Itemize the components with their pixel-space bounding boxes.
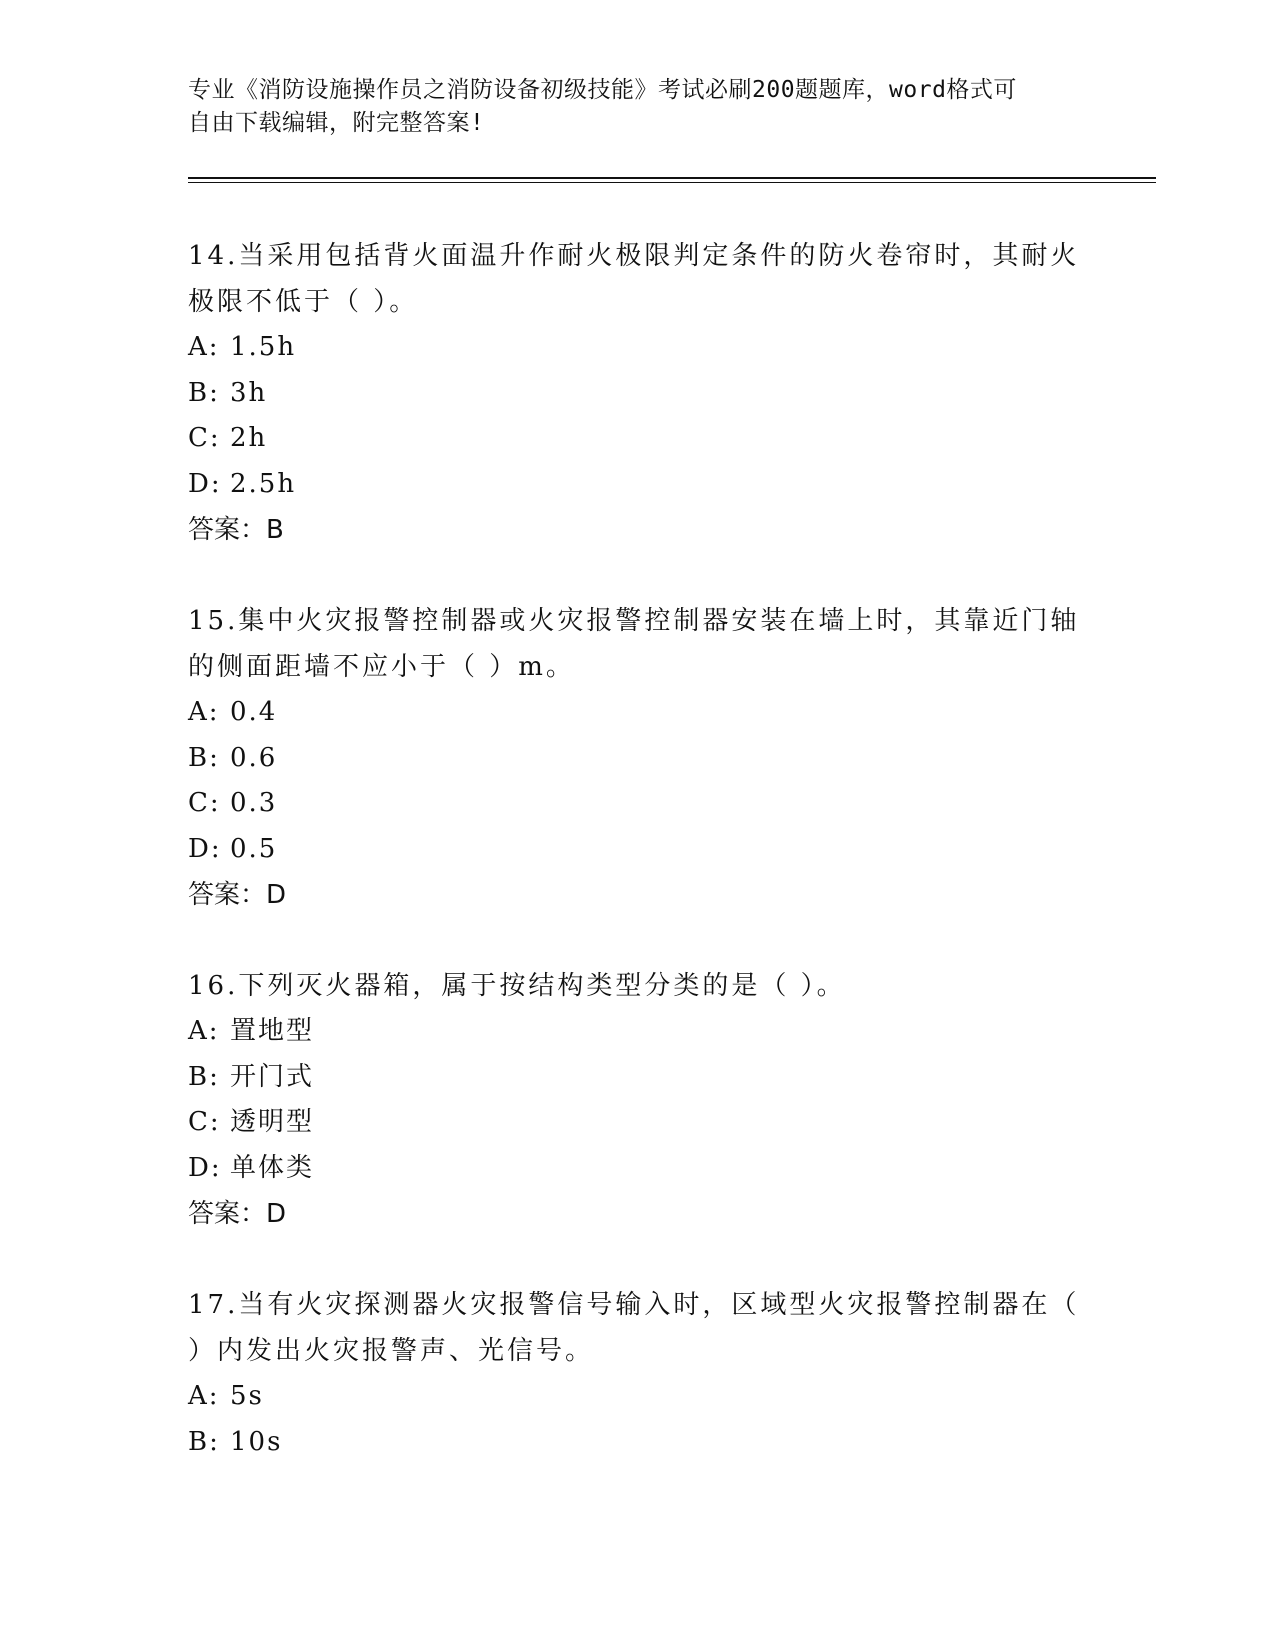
option-label: A: bbox=[188, 1381, 220, 1411]
header-divider-thin bbox=[188, 182, 1156, 183]
header-line-1: 专业《消防设施操作员之消防设备初级技能》考试必刷200题题库，word格式可 bbox=[188, 77, 1017, 103]
option-text: 0.3 bbox=[230, 788, 278, 818]
question-16 bbox=[188, 963, 1088, 1237]
option-text: 0.5 bbox=[230, 833, 278, 864]
option-text: 2h bbox=[230, 423, 268, 453]
option-c bbox=[188, 1100, 1088, 1146]
option-b bbox=[188, 736, 1088, 782]
option-a bbox=[188, 1374, 1088, 1420]
option-d bbox=[188, 827, 1088, 873]
option-text: 0.4 bbox=[230, 697, 278, 727]
question-15 bbox=[188, 598, 1088, 918]
question-17 bbox=[188, 1282, 1088, 1465]
question-text-line: ）内发出火灾报警声、光信号。 bbox=[188, 1336, 595, 1366]
option-a bbox=[188, 1009, 1088, 1055]
answer-line: 答案：D bbox=[188, 880, 287, 910]
option-text: 10s bbox=[230, 1426, 283, 1457]
option-d bbox=[188, 462, 1088, 508]
option-text: 透明型 bbox=[230, 1107, 315, 1137]
option-label: A: bbox=[188, 1016, 220, 1046]
option-a bbox=[188, 325, 1088, 371]
option-label: D: bbox=[188, 1152, 222, 1183]
document-header bbox=[188, 74, 1088, 140]
option-text: 单体类 bbox=[230, 1152, 315, 1183]
question-text-line: 17.当有火灾探测器火灾报警信号输入时，区域型火灾报警控制器在（ bbox=[188, 1290, 1080, 1320]
option-text: 1.5h bbox=[230, 332, 297, 362]
option-text: 2.5h bbox=[230, 468, 297, 499]
option-text: 5s bbox=[230, 1381, 264, 1411]
option-text: 置地型 bbox=[230, 1016, 315, 1046]
question-text-line: 15.集中火灾报警控制器或火灾报警控制器安装在墙上时，其靠近门轴 bbox=[188, 606, 1080, 636]
header-line-2: 自由下载编辑，附完整答案! bbox=[188, 110, 485, 136]
question-text-line: 16.下列灭火器箱，属于按结构类型分类的是（ ）。 bbox=[188, 971, 846, 1001]
option-c bbox=[188, 781, 1088, 827]
option-d bbox=[188, 1146, 1088, 1192]
option-label: A: bbox=[188, 332, 220, 362]
option-label: C: bbox=[188, 1107, 221, 1137]
option-text: 开门式 bbox=[230, 1061, 315, 1092]
option-label: D: bbox=[188, 468, 222, 499]
option-label: C: bbox=[188, 788, 221, 818]
question-text-line: 的侧面距墙不应小于（ ）m。 bbox=[188, 652, 575, 682]
question-text-line: 14.当采用包括背火面温升作耐火极限判定条件的防火卷帘时，其耐火 bbox=[188, 241, 1080, 271]
option-label: B: bbox=[188, 742, 220, 773]
option-label: B: bbox=[188, 377, 220, 408]
answer-line: 答案：D bbox=[188, 1199, 287, 1229]
option-b bbox=[188, 371, 1088, 417]
option-label: D: bbox=[188, 833, 222, 864]
option-text: 0.6 bbox=[230, 742, 278, 773]
option-label: B: bbox=[188, 1061, 220, 1092]
option-label: A: bbox=[188, 697, 220, 727]
option-label: C: bbox=[188, 423, 221, 453]
header-divider-thick bbox=[188, 177, 1156, 179]
option-b bbox=[188, 1055, 1088, 1101]
question-14 bbox=[188, 233, 1088, 553]
question-text-line: 极限不低于（ ）。 bbox=[188, 287, 419, 317]
option-label: B: bbox=[188, 1426, 220, 1457]
option-c bbox=[188, 416, 1088, 462]
option-text: 3h bbox=[230, 377, 268, 408]
option-b bbox=[188, 1420, 1088, 1466]
option-a bbox=[188, 690, 1088, 736]
answer-line: 答案：B bbox=[188, 515, 284, 545]
